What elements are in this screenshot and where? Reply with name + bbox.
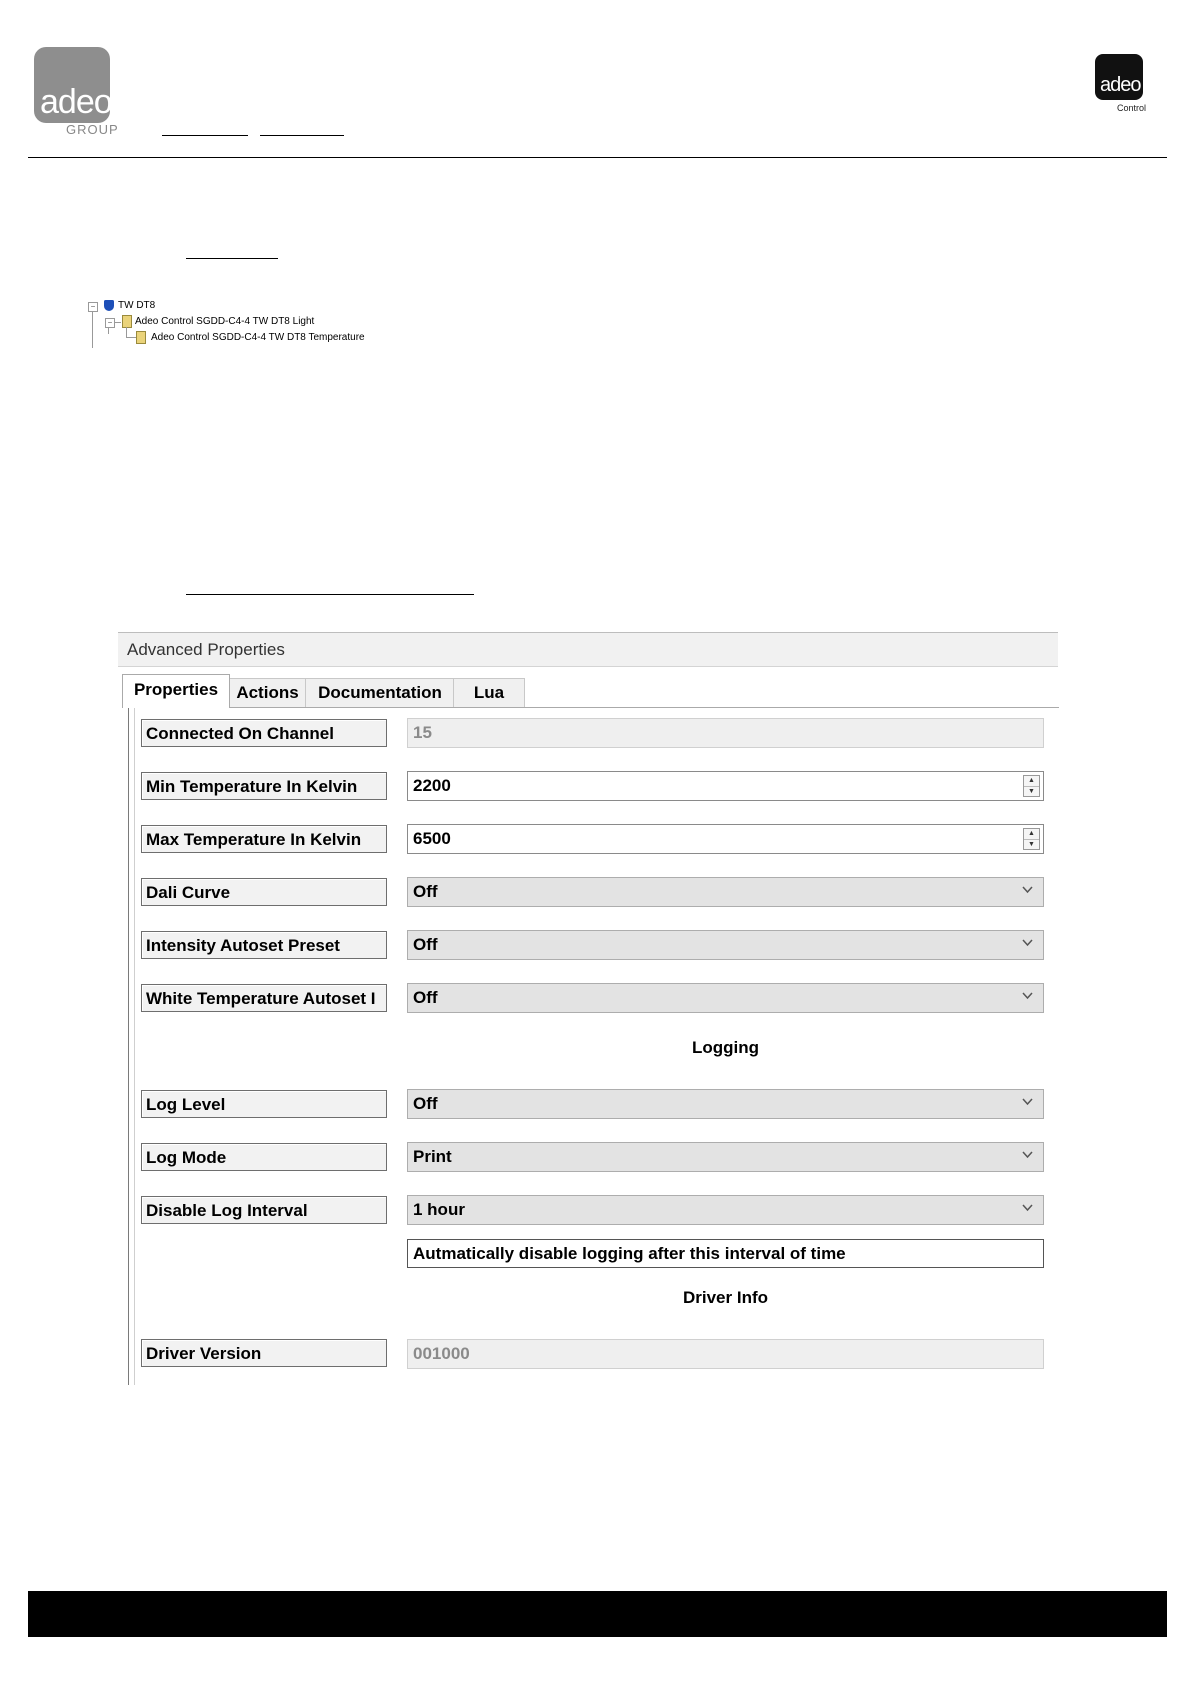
properties-tab-body bbox=[128, 707, 1059, 1385]
tab-actions[interactable]: Actions bbox=[228, 678, 307, 707]
panel-title: Advanced Properties bbox=[127, 640, 285, 659]
white-temperature-autoset-select[interactable]: Off bbox=[407, 983, 1044, 1013]
device-tree bbox=[88, 296, 388, 348]
log-mode-label: Log Mode bbox=[141, 1143, 387, 1171]
chevron-down-icon bbox=[1022, 1096, 1033, 1107]
log-interval-description: Autmatically disable logging after this interval of time bbox=[407, 1239, 1044, 1268]
max-temperature-input[interactable]: 6500 ▲ ▼ bbox=[407, 824, 1044, 854]
driver-version-label: Driver Version bbox=[141, 1339, 387, 1367]
driver-info-heading: Driver Info bbox=[682, 1288, 769, 1307]
intensity-autoset-preset-label: Intensity Autoset Preset bbox=[141, 931, 387, 959]
section-underline-2 bbox=[186, 594, 474, 595]
chevron-down-icon bbox=[1022, 937, 1033, 948]
driver-version-field: 001000 bbox=[407, 1339, 1044, 1369]
connected-on-channel-label: Connected On Channel bbox=[141, 719, 387, 747]
section-underline-1 bbox=[186, 258, 278, 259]
header-rule bbox=[28, 157, 1167, 158]
tab-documentation[interactable]: Documentation bbox=[305, 678, 455, 707]
log-level-label: Log Level bbox=[141, 1090, 387, 1118]
dali-curve-select[interactable]: Off bbox=[407, 877, 1044, 907]
header-underline-1 bbox=[162, 135, 248, 136]
log-mode-select[interactable]: Print bbox=[407, 1142, 1044, 1172]
min-temperature-label: Min Temperature In Kelvin bbox=[141, 772, 387, 800]
adeo-control-logo: adeo Control bbox=[1095, 54, 1155, 116]
intensity-autoset-preset-select[interactable]: Off bbox=[407, 930, 1044, 960]
min-temperature-input[interactable]: 2200 ▲ ▼ bbox=[407, 771, 1044, 801]
tab-properties[interactable]: Properties bbox=[122, 674, 230, 708]
chevron-down-icon bbox=[1022, 990, 1033, 1001]
device-icon bbox=[136, 331, 146, 344]
disable-log-interval-label: Disable Log Interval bbox=[141, 1196, 387, 1224]
collapse-icon[interactable]: − bbox=[88, 302, 98, 312]
chevron-down-icon bbox=[1022, 1202, 1033, 1213]
device-icon bbox=[122, 315, 132, 328]
dali-curve-label: Dali Curve bbox=[141, 878, 387, 906]
max-temperature-label: Max Temperature In Kelvin bbox=[141, 825, 387, 853]
spinner-control[interactable]: ▲ ▼ bbox=[1023, 828, 1040, 850]
tab-lua[interactable]: Lua bbox=[453, 678, 525, 707]
room-shield-icon bbox=[104, 300, 114, 311]
disable-log-interval-select[interactable]: 1 hour bbox=[407, 1195, 1044, 1225]
tree-item-light[interactable]: Adeo Control SGDD-C4-4 TW DT8 Light bbox=[135, 316, 315, 327]
tree-item-temperature[interactable]: Adeo Control SGDD-C4-4 TW DT8 Temperature bbox=[151, 332, 365, 343]
log-level-select[interactable]: Off bbox=[407, 1089, 1044, 1119]
logging-heading: Logging bbox=[691, 1038, 760, 1057]
footer-bar bbox=[28, 1591, 1167, 1637]
connected-on-channel-field: 15 bbox=[407, 718, 1044, 748]
tree-item-room[interactable]: TW DT8 bbox=[118, 300, 156, 311]
adeo-group-logo: adeo GROUP bbox=[28, 47, 118, 139]
white-temperature-autoset-label: White Temperature Autoset I bbox=[141, 984, 387, 1012]
chevron-down-icon bbox=[1022, 884, 1033, 895]
chevron-down-icon bbox=[1022, 1149, 1033, 1160]
header-underline-2 bbox=[260, 135, 344, 136]
panel-title-bar bbox=[118, 632, 1058, 667]
spinner-control[interactable]: ▲ ▼ bbox=[1023, 775, 1040, 797]
collapse-icon[interactable]: − bbox=[105, 318, 115, 328]
advanced-properties-panel bbox=[118, 632, 1058, 1384]
